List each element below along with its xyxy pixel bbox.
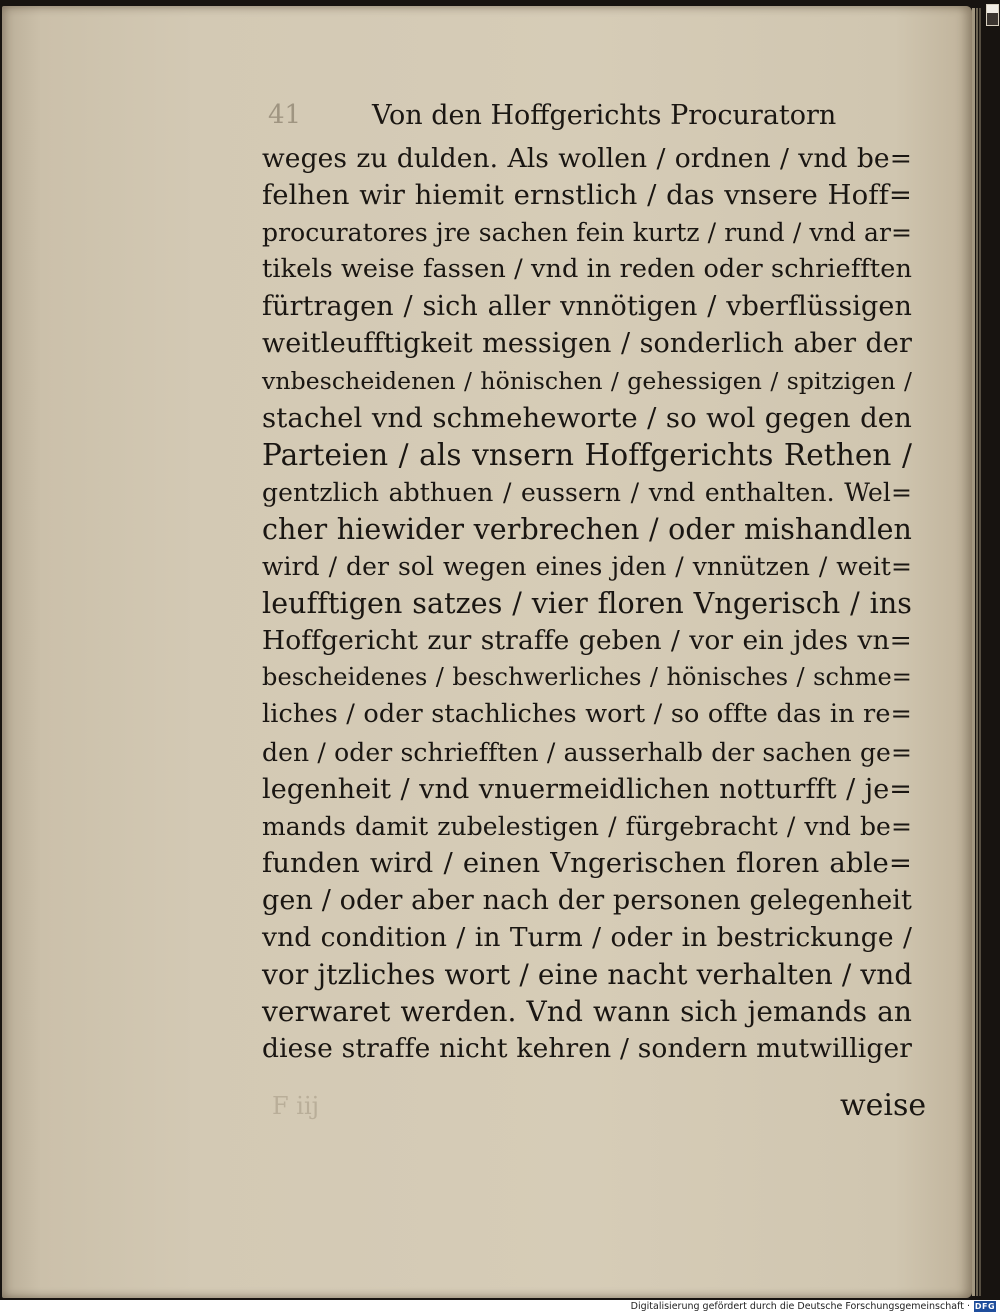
text-line: vnbescheidenen / hönischen / gehessigen / spitzigen / xyxy=(262,366,912,395)
text-line: weitleufftigkeit messigen / sonderlich aber der xyxy=(262,328,912,360)
text-line: gentzlich abthuen / eussern / vnd enthalten. Wel= xyxy=(262,477,912,507)
body-text xyxy=(262,140,912,1067)
text-line: funden wird / einen Vngerischen floren able= xyxy=(262,846,912,879)
digitization-credit: Digitalisierung gefördert durch die Deutsche Forschungsgemeinschaft · xyxy=(630,1301,970,1312)
page-edge xyxy=(976,8,978,1296)
text-line: procuratores jre sachen fein kurtz / rund / vnd ar= xyxy=(262,218,913,248)
text-line: legenheit / vnd vnuermeidlichen notturfft / je= xyxy=(262,773,912,805)
text-line: weges zu dulden. Als wollen / ordnen / vnd be= xyxy=(262,143,912,174)
text-line: felhen wir hiemit ernstlich / das vnsere Hoff= xyxy=(262,179,912,212)
text-line: mands damit zubelestigen / fürgebracht / vnd be= xyxy=(262,811,912,841)
catchword: weise xyxy=(840,1088,927,1123)
text-line: leufftigen satzes / vier floren Vngerisch / ins xyxy=(262,587,912,621)
text-line: Hoffgericht zur straffe geben / vor ein jdes vn= xyxy=(262,625,912,657)
page-number: 41 xyxy=(268,100,302,130)
text-line: vor jtzliches wort / eine nacht verhalten / vnd xyxy=(262,958,913,992)
text-line: verwaret werden. Vnd wann sich jemands an xyxy=(262,995,912,1029)
text-line: wird / der sol wegen eines jden / vnnützen / weit= xyxy=(262,552,912,582)
text-line: tikels weise fassen / vnd in reden oder schriefften xyxy=(262,254,912,285)
running-head: Von den Hoffgerichts Procuratorn xyxy=(372,100,837,131)
dfg-logo[interactable]: DFG xyxy=(974,1302,996,1311)
text-line: Parteien / als vnsern Hoffgerichts Rethen / xyxy=(262,437,912,472)
text-line: gen / oder aber nach der personen gelegenheit xyxy=(262,884,912,916)
page-edge xyxy=(972,8,975,1296)
text-line: stachel vnd schmeheworte / so wol gegen den xyxy=(262,401,912,434)
text-line: liches / oder stachliches wort / so offte das in re= xyxy=(262,699,912,730)
signature-mark: F iij xyxy=(272,1092,320,1120)
text-line: bescheidenes / beschwerliches / hönisches / schme= xyxy=(262,663,912,692)
text-line: fürtragen / sich aller vnnötigen / vberflüssigen xyxy=(262,291,912,323)
text-line: den / oder schriefften / ausserhalb der sachen ge= xyxy=(262,737,912,767)
text-line: vnd condition / in Turm / oder in bestrickunge / xyxy=(262,921,912,953)
text-line: diese straffe nicht kehren / sondern mutwilliger xyxy=(262,1033,912,1065)
text-line: cher hiewider verbrechen / oder mishandlen xyxy=(262,512,912,546)
page-edge xyxy=(979,8,981,1296)
color-scale-marker xyxy=(986,4,999,26)
